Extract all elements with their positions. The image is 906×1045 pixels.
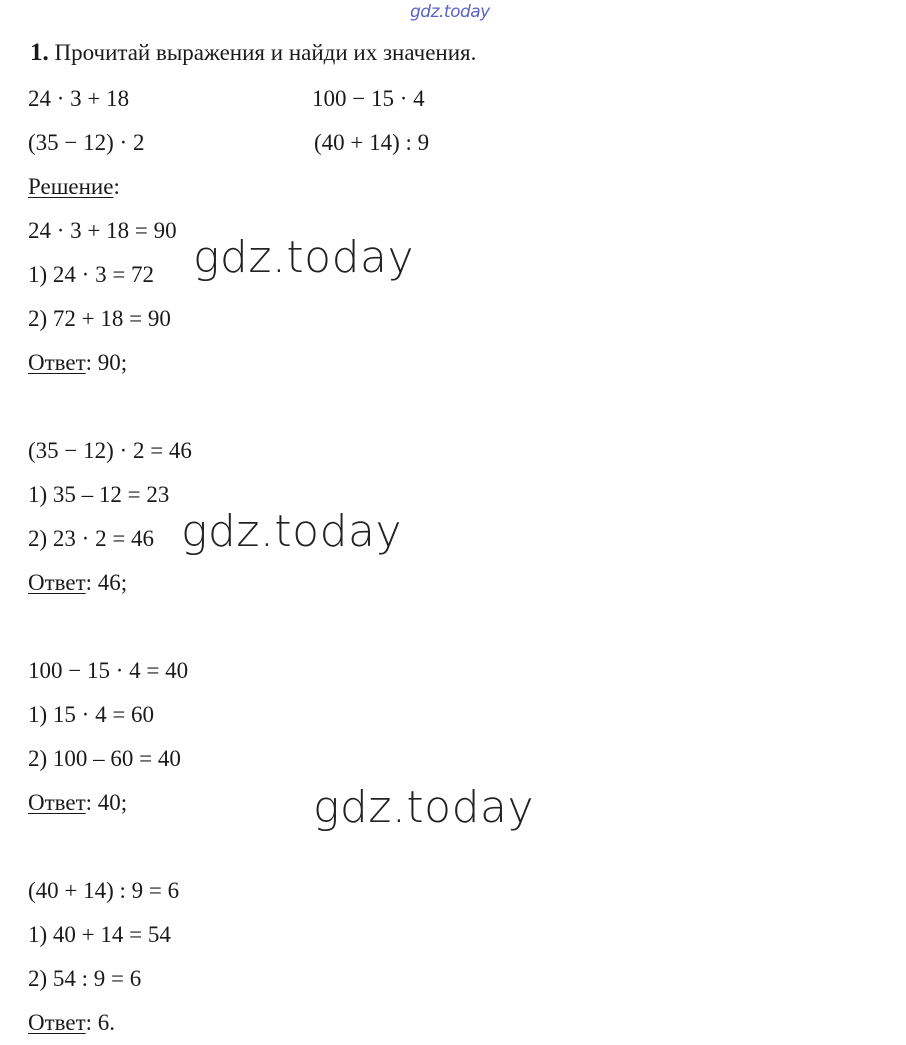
block-4-answer-value: : 6. bbox=[85, 1010, 116, 1035]
block-2-answer-value: : 46; bbox=[85, 570, 128, 595]
block-2-answer bbox=[28, 571, 127, 594]
block-1-header: 24 · 3 + 18 = 90 bbox=[28, 218, 177, 243]
block-4-step-1: 1) 40 + 14 = 54 bbox=[28, 922, 171, 947]
block-4-answer bbox=[28, 1011, 115, 1034]
answer-label: Ответ bbox=[28, 570, 86, 595]
solution-heading: Решение: bbox=[28, 174, 120, 199]
block-2-step-1: 1) 35 – 12 = 23 bbox=[28, 482, 170, 507]
block-3-answer bbox=[28, 791, 127, 814]
answer-label: Ответ bbox=[28, 790, 86, 815]
block-1-answer bbox=[28, 351, 127, 374]
block-1-step-2: 2) 72 + 18 = 90 bbox=[28, 306, 171, 331]
expression-4: (40 + 14) : 9 bbox=[314, 130, 430, 155]
block-3-step-1: 1) 15 · 4 = 60 bbox=[28, 702, 155, 727]
block-4-header: (40 + 14) : 9 = 6 bbox=[28, 878, 180, 903]
watermark-1: gdz.today bbox=[193, 232, 415, 283]
expression-3: (35 − 12) · 2 bbox=[28, 130, 145, 155]
expression-1: 24 · 3 + 18 bbox=[28, 86, 130, 111]
answer-label: Ответ bbox=[28, 350, 86, 375]
block-1-answer-value: : 90; bbox=[85, 350, 128, 375]
block-4-step-2: 2) 54 : 9 = 6 bbox=[28, 966, 142, 991]
expression-2: 100 − 15 · 4 bbox=[312, 86, 425, 111]
watermark-3: gdz.today bbox=[313, 782, 535, 833]
block-3-step-2: 2) 100 – 60 = 40 bbox=[28, 746, 181, 771]
block-3-header: 100 − 15 · 4 = 40 bbox=[28, 658, 189, 683]
task-heading bbox=[30, 40, 476, 65]
block-2-step-2: 2) 23 · 2 = 46 bbox=[28, 526, 155, 551]
solution-label: Решение bbox=[28, 174, 114, 199]
block-2-header: (35 − 12) · 2 = 46 bbox=[28, 438, 192, 463]
watermark-2: gdz.today bbox=[181, 506, 403, 557]
answer-label: Ответ bbox=[28, 1010, 86, 1035]
block-3-answer-value: : 40; bbox=[85, 790, 128, 815]
task-title: Прочитай выражения и найди их значения. bbox=[54, 40, 477, 65]
task-number: 1. bbox=[30, 39, 49, 66]
watermark-top: gdz.today bbox=[410, 2, 490, 22]
block-1-step-1: 1) 24 · 3 = 72 bbox=[28, 262, 155, 287]
